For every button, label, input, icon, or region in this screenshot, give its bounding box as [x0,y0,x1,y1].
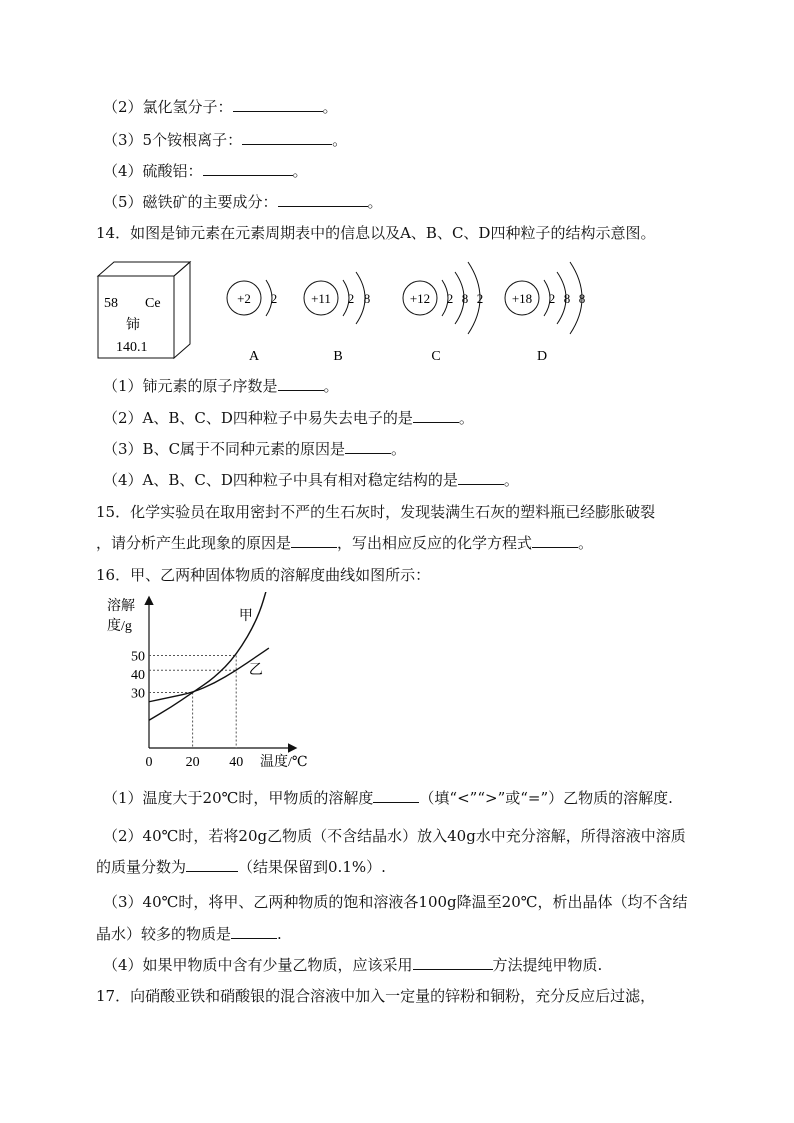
question-text: 。 [292,162,308,180]
question-text: 。 [322,98,338,116]
shell-count: 8 [563,291,571,306]
q16-sub1 [103,788,673,808]
nucleus-charge: +18 [511,291,533,306]
question-text: 。 [458,409,474,427]
question-text: ，请分析产生此现象的原因是 [96,534,292,552]
q14-sub4 [103,470,519,490]
question-text: （1）铈元素的原子序数是 [103,377,278,395]
question-text: 晶水）较多的物质是 [96,925,232,943]
question-text: 的质量分数为 [96,858,187,876]
question-text: （1）温度大于20℃时，甲物质的溶解度 [103,789,374,807]
shell-count: 2 [347,291,355,306]
series-label: 甲 [238,609,253,624]
q13-line-3 [103,130,347,150]
particle-C [403,262,483,364]
answer-blank[interactable] [413,408,459,423]
x-tick-label: 20 [185,755,200,770]
q16-sub3-line2 [96,924,282,944]
particle-label: A [248,349,260,364]
particle-label: D [536,349,548,364]
x-axis-label: 温度/℃ [260,755,308,770]
q14-sub3 [103,439,406,459]
answer-blank[interactable] [291,533,337,548]
solubility-chart [100,592,310,777]
q16-sub2-line2 [96,857,386,877]
question-text: （4）硫酸铝： [103,162,203,180]
shell-count: 2 [548,291,556,306]
x-tick-label: 40 [229,755,244,770]
x-tick-label: 0 [145,755,153,770]
question-text: 。 [323,377,339,395]
q16-sub4 [103,955,602,975]
question-text: （填“<”“>”或“=”）乙物质的溶解度. [419,789,673,807]
question-text: 。 [578,534,594,552]
q16-stem: 16．甲、乙两种固体物质的溶解度曲线如图所示： [96,566,431,584]
card-mass: 140.1 [116,340,148,355]
nucleus-charge: +2 [237,291,251,306]
q13-line-2 [103,97,338,117]
card-symbol: Ce [145,296,161,311]
question-text: ，写出相应反应的化学方程式 [337,534,533,552]
shell-count: 8 [578,291,586,306]
y-axis-label-line2: 度/g [107,619,132,634]
particle-label: C [431,349,441,364]
answer-blank[interactable] [413,955,493,970]
question-text: （4）A、B、C、D四种粒子中具有相对稳定结构的是 [103,471,458,489]
card-number: 58 [104,296,118,311]
nucleus-charge: +11 [311,291,331,306]
question-text: 。 [391,440,407,458]
answer-blank[interactable] [203,161,293,176]
q16-sub2-line1: （2）40℃时，若将20g乙物质（不含结晶水）放入40g水中充分溶解，所得溶液中溶质 [103,827,686,845]
answer-blank[interactable] [373,788,419,803]
shell-count: 2 [270,291,278,306]
series-label: 乙 [248,663,263,678]
q14-sub2 [103,408,474,428]
q14-figure [90,252,610,372]
q16-sub3-line1: （3）40℃时，将甲、乙两种物质的饱和溶液各100g降温至20℃，析出晶体（均不含结 [103,893,688,911]
answer-blank[interactable] [278,192,368,207]
answer-blank[interactable] [242,130,332,145]
question-text: （2）氯化氢分子： [103,98,233,116]
question-text: 方法提纯甲物质. [492,956,603,974]
answer-blank[interactable] [458,470,504,485]
question-text: （结果保留到0.1%）. [238,858,386,876]
particle-A [227,280,277,364]
shell-count: 8 [461,291,469,306]
question-text: （5）磁铁矿的主要成分： [103,193,278,211]
q13-line-4 [103,161,308,181]
y-tick-label: 30 [131,686,145,702]
particle-D [505,262,585,364]
question-text: 。 [503,471,519,489]
answer-blank[interactable] [233,97,323,112]
answer-blank[interactable] [345,439,391,454]
q13-line-5 [103,192,383,212]
y-tick-label: 40 [131,668,145,683]
y-axis-label-line1: 溶解 [107,599,135,614]
question-text: （4）如果甲物质中含有少量乙物质，应该采用 [103,956,413,974]
question-text: 。 [367,193,383,211]
q14-stem: 14．如图是铈元素在元素周期表中的信息以及A、B、C、D四种粒子的结构示意图。 [96,224,656,242]
question-text: （3）5个铵根离子： [103,131,243,149]
card-name: 铈 [126,318,140,333]
nucleus-charge: +12 [409,291,431,306]
q14-sub1 [103,376,339,396]
question-text: （3）B、C属于不同种元素的原因是 [103,440,346,458]
answer-blank[interactable] [278,376,324,391]
answer-blank[interactable] [532,533,578,548]
y-tick-label: 50 [131,649,145,665]
particle-label: B [333,349,343,364]
question-text: 。 [332,131,348,149]
q17-line1: 17．向硝酸亚铁和硝酸银的混合溶液中加入一定量的锌粉和铜粉，充分反应后过滤， [96,987,656,1005]
answer-blank[interactable] [186,857,238,872]
particle-B [304,272,370,364]
element-card [98,262,190,358]
q15-line2 [96,533,593,553]
answer-blank[interactable] [231,924,277,939]
question-text: . [277,925,282,943]
q15-line1: 15．化学实验员在取用密封不严的生石灰时，发现装满生石灰的塑料瓶已经膨胀破裂 [96,503,656,521]
shell-count: 2 [476,291,484,306]
shell-count: 2 [446,291,454,306]
question-text: （2）A、B、C、D四种粒子中易失去电子的是 [103,409,413,427]
shell-count: 8 [363,291,371,306]
